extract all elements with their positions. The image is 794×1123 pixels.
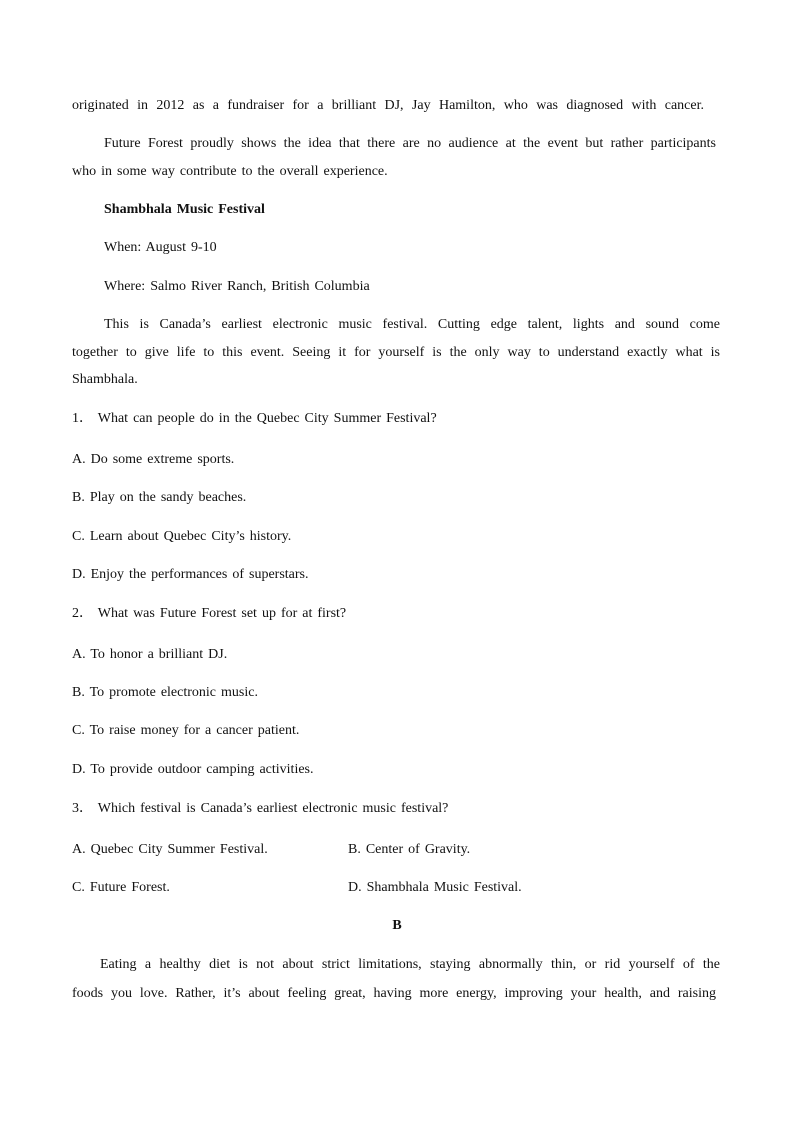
question-1-option-c: C. Learn about Quebec City’s history. [72,529,292,544]
shambhala-desc-line-1: This is Canada’s earliest electronic music festival. Cutting edge talent, lights and sound come [104,317,720,332]
question-1-option-a: A. Do some extreme sports. [72,452,235,467]
section-b-heading: B [392,918,402,933]
question-3-option-a: A. Quebec City Summer Festival. [72,842,268,857]
question-2-option-b: B. To promote electronic music. [72,685,258,700]
question-3-option-b: B. Center of Gravity. [348,842,471,857]
question-2-option-d: D. To provide outdoor camping activities. [72,762,314,777]
question-2-stem: 2． What was Future Forest set up for at first? [72,606,347,621]
question-3-option-d: D. Shambhala Music Festival. [348,880,522,895]
future-forest-line-2: who in some way contribute to the overall experience. [72,164,388,179]
section-b-line-1: Eating a healthy diet is not about strict limitations, staying abnormally thin, or rid yourself of the [100,957,720,972]
question-2-option-a: A. To honor a brilliant DJ. [72,647,228,662]
shambhala-desc-line-2: together to give life to this event. Seeing it for yourself is the only way to understand exactly what is [72,345,720,360]
question-3-stem: 3． Which festival is Canada’s earliest electronic music festival? [72,801,449,816]
question-1-option-d: D. Enjoy the performances of superstars. [72,567,309,582]
shambhala-desc-line-3: Shambhala. [72,372,138,387]
question-3-option-c: C. Future Forest. [72,880,170,895]
question-2-option-c: C. To raise money for a cancer patient. [72,723,300,738]
shambhala-when: When: August 9-10 [104,240,217,255]
section-b-line-2: foods you love. Rather, it’s about feeling great, having more energy, improving your health, and raising [72,986,716,1001]
future-forest-line-1: Future Forest proudly shows the idea that there are no audience at the event but rather participants [104,136,716,151]
shambhala-title: Shambhala Music Festival [104,202,265,217]
intro-line-1: originated in 2012 as a fundraiser for a brilliant DJ, Jay Hamilton, who was diagnosed with cancer. [72,98,704,113]
question-1-stem: 1． What can people do in the Quebec City Summer Festival? [72,411,437,426]
question-1-option-b: B. Play on the sandy beaches. [72,490,247,505]
shambhala-where: Where: Salmo River Ranch, British Columbia [104,279,370,294]
